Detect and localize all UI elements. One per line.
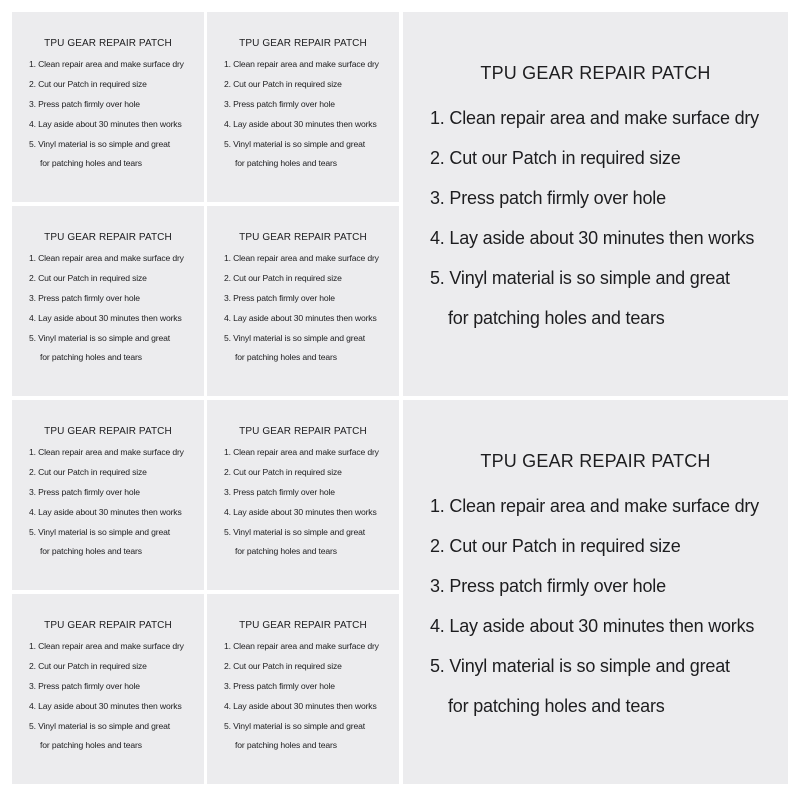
- patch-title: TPU GEAR REPAIR PATCH: [44, 620, 172, 631]
- patch-step-3: 3. Press patch firmly over hole: [224, 681, 335, 691]
- patch-step-5-continued: for patching holes and tears: [448, 696, 665, 716]
- patch-step-1: 1. Clean repair area and make surface dry: [430, 496, 759, 516]
- patch-step-2: 2. Cut our Patch in required size: [29, 467, 147, 477]
- patch-step-1: 1. Clean repair area and make surface dry: [224, 641, 379, 651]
- patch-step-5-continued: for patching holes and tears: [40, 158, 142, 168]
- patch-step-1: 1. Clean repair area and make surface dry: [224, 447, 379, 457]
- patch-step-1: 1. Clean repair area and make surface dry: [29, 641, 184, 651]
- patch-step-2: 2. Cut our Patch in required size: [224, 79, 342, 89]
- patch-title: TPU GEAR REPAIR PATCH: [239, 620, 367, 631]
- repair-patch-small-5: [12, 400, 204, 590]
- repair-patch-small-3: [12, 206, 204, 396]
- patch-step-3: 3. Press patch firmly over hole: [29, 293, 140, 303]
- patch-title: TPU GEAR REPAIR PATCH: [44, 38, 172, 49]
- repair-patch-small-2: [207, 12, 399, 202]
- patch-step-4: 4. Lay aside about 30 minutes then works: [430, 616, 755, 636]
- repair-patch-small-1: [12, 12, 204, 202]
- patch-step-3: 3. Press patch firmly over hole: [29, 99, 140, 109]
- patch-step-4: 4. Lay aside about 30 minutes then works: [224, 507, 377, 517]
- patch-step-1: 1. Clean repair area and make surface dry: [430, 108, 759, 128]
- patch-step-5: 5. Vinyl material is so simple and great: [430, 656, 730, 676]
- patch-step-5-continued: for patching holes and tears: [235, 740, 337, 750]
- patch-step-4: 4. Lay aside about 30 minutes then works: [224, 313, 377, 323]
- patch-title: TPU GEAR REPAIR PATCH: [239, 232, 367, 243]
- repair-patch-small-7: [12, 594, 204, 784]
- patch-step-5: 5. Vinyl material is so simple and great: [29, 527, 170, 537]
- patch-title: TPU GEAR REPAIR PATCH: [480, 63, 711, 83]
- patch-step-5: 5. Vinyl material is so simple and great: [430, 268, 730, 288]
- patch-step-5: 5. Vinyl material is so simple and great: [29, 139, 170, 149]
- patch-step-2: 2. Cut our Patch in required size: [29, 273, 147, 283]
- patch-step-2: 2. Cut our Patch in required size: [430, 536, 681, 556]
- patch-step-1: 1. Clean repair area and make surface dry: [224, 253, 379, 263]
- patch-step-5-continued: for patching holes and tears: [448, 308, 665, 328]
- patch-step-4: 4. Lay aside about 30 minutes then works: [29, 701, 182, 711]
- patch-step-3: 3. Press patch firmly over hole: [29, 487, 140, 497]
- patch-step-2: 2. Cut our Patch in required size: [29, 79, 147, 89]
- patch-step-3: 3. Press patch firmly over hole: [430, 576, 666, 596]
- patch-step-5-continued: for patching holes and tears: [40, 546, 142, 556]
- patch-step-4: 4. Lay aside about 30 minutes then works: [430, 228, 755, 248]
- patch-step-4: 4. Lay aside about 30 minutes then works: [29, 313, 182, 323]
- patch-step-2: 2. Cut our Patch in required size: [224, 273, 342, 283]
- patch-step-1: 1. Clean repair area and make surface dry: [29, 253, 184, 263]
- patch-step-5-continued: for patching holes and tears: [235, 546, 337, 556]
- patch-step-5: 5. Vinyl material is so simple and great: [224, 527, 365, 537]
- patch-step-5: 5. Vinyl material is so simple and great: [29, 333, 170, 343]
- patch-title: TPU GEAR REPAIR PATCH: [44, 426, 172, 437]
- patch-step-1: 1. Clean repair area and make surface dry: [29, 447, 184, 457]
- patch-step-2: 2. Cut our Patch in required size: [224, 661, 342, 671]
- patch-step-3: 3. Press patch firmly over hole: [224, 487, 335, 497]
- repair-patch-small-6: [207, 400, 399, 590]
- patch-step-5-continued: for patching holes and tears: [40, 352, 142, 362]
- patch-step-4: 4. Lay aside about 30 minutes then works: [224, 119, 377, 129]
- patch-step-5: 5. Vinyl material is so simple and great: [224, 721, 365, 731]
- patch-step-4: 4. Lay aside about 30 minutes then works: [29, 119, 182, 129]
- patch-step-5: 5. Vinyl material is so simple and great: [224, 139, 365, 149]
- patch-step-4: 4. Lay aside about 30 minutes then works: [224, 701, 377, 711]
- patch-step-3: 3. Press patch firmly over hole: [430, 188, 666, 208]
- repair-patch-large-2: [403, 400, 788, 784]
- patch-step-5: 5. Vinyl material is so simple and great: [29, 721, 170, 731]
- patch-step-1: 1. Clean repair area and make surface dry: [224, 59, 379, 69]
- patch-title: TPU GEAR REPAIR PATCH: [44, 232, 172, 243]
- repair-patch-large-1: [403, 12, 788, 396]
- patch-step-5-continued: for patching holes and tears: [235, 158, 337, 168]
- patch-step-4: 4. Lay aside about 30 minutes then works: [29, 507, 182, 517]
- repair-patch-small-8: [207, 594, 399, 784]
- patch-step-5-continued: for patching holes and tears: [235, 352, 337, 362]
- patch-step-1: 1. Clean repair area and make surface dry: [29, 59, 184, 69]
- patch-step-3: 3. Press patch firmly over hole: [224, 293, 335, 303]
- patch-title: TPU GEAR REPAIR PATCH: [239, 38, 367, 49]
- patch-step-5: 5. Vinyl material is so simple and great: [224, 333, 365, 343]
- repair-patch-small-4: [207, 206, 399, 396]
- patch-step-5-continued: for patching holes and tears: [40, 740, 142, 750]
- patch-step-2: 2. Cut our Patch in required size: [430, 148, 681, 168]
- patch-step-3: 3. Press patch firmly over hole: [224, 99, 335, 109]
- patch-title: TPU GEAR REPAIR PATCH: [480, 451, 711, 471]
- patch-title: TPU GEAR REPAIR PATCH: [239, 426, 367, 437]
- patch-step-2: 2. Cut our Patch in required size: [224, 467, 342, 477]
- patch-step-2: 2. Cut our Patch in required size: [29, 661, 147, 671]
- patch-step-3: 3. Press patch firmly over hole: [29, 681, 140, 691]
